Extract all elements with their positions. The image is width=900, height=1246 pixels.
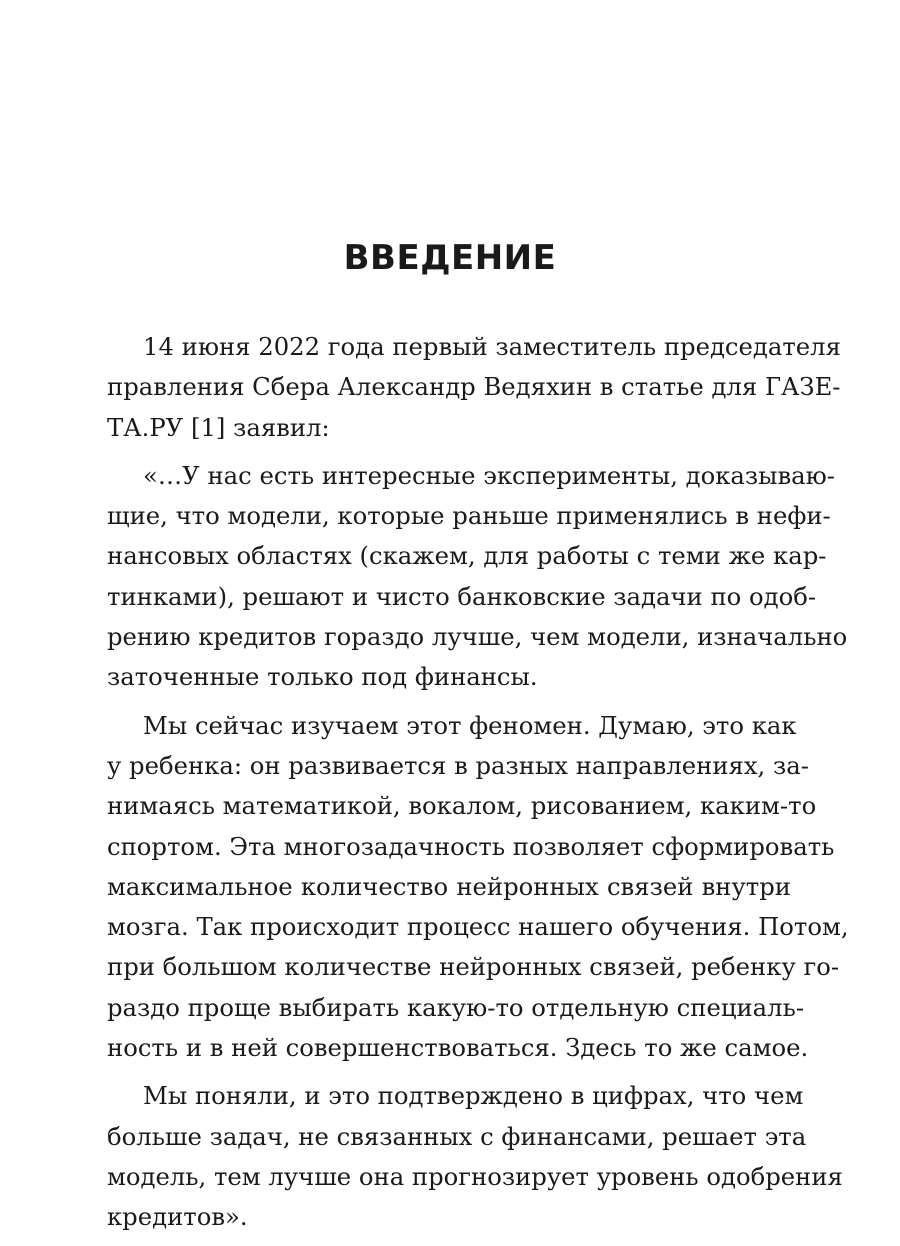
text-line: Мы сейчас изучаем этот феномен. Думаю, это как bbox=[143, 710, 797, 740]
text-line: максимальное количество нейронных связей внутри bbox=[107, 871, 791, 901]
text-line: «…У нас есть интересные эксперименты, доказываю- bbox=[143, 460, 836, 490]
text-line: кредитов». bbox=[107, 1202, 248, 1232]
text-line: нансовых областях (скажем, для работы с теми же кар- bbox=[107, 541, 827, 571]
text-line: мозга. Так происходит процесс нашего обучения. Потом, bbox=[107, 912, 849, 942]
text-line: нимаясь математикой, вокалом, рисованием, каким-то bbox=[107, 791, 817, 821]
text-line: заточенные только под финансы. bbox=[107, 662, 538, 692]
text-line: тинками), решают и чисто банковские задачи по одоб- bbox=[107, 581, 817, 611]
text-line: Мы поняли, и это подтверждено в цифрах, что чем bbox=[143, 1081, 804, 1111]
text-line: модель, тем лучше она прогнозирует уровень одобрения bbox=[107, 1161, 843, 1191]
text-line: больше задач, не связанных с финансами, решает эта bbox=[107, 1121, 807, 1151]
text-line: ность и в ней совершенствоваться. Здесь то же самое. bbox=[107, 1033, 809, 1063]
paragraph-4 bbox=[107, 1076, 843, 1237]
text-line: ТА.РУ [1] заявил: bbox=[107, 412, 330, 442]
paragraph-1 bbox=[107, 327, 841, 448]
text-line: рению кредитов гораздо лучше, чем модели, изначально bbox=[107, 622, 848, 652]
text-line: спортом. Эта многозадачность позволяет сформировать bbox=[107, 831, 835, 861]
paragraph-2 bbox=[107, 456, 848, 698]
paragraph-3 bbox=[107, 706, 849, 1069]
text-line: 14 июня 2022 года первый заместитель председателя bbox=[143, 332, 841, 361]
text-line: при большом количестве нейронных связей, ребенку го- bbox=[107, 952, 840, 982]
text-line: правления Сбера Александр Ведяхин в статье для ГАЗЕ- bbox=[107, 372, 841, 402]
chapter-heading: ВВЕДЕНИЕ bbox=[343, 238, 557, 278]
text-line: щие, что модели, которые раньше применялись в нефи- bbox=[107, 501, 831, 531]
body-text bbox=[107, 327, 849, 1246]
text-line: у ребенка: он развивается в разных направлениях, за- bbox=[107, 750, 809, 780]
text-line: раздо проще выбирать какую-то отдельную специаль- bbox=[107, 992, 805, 1022]
